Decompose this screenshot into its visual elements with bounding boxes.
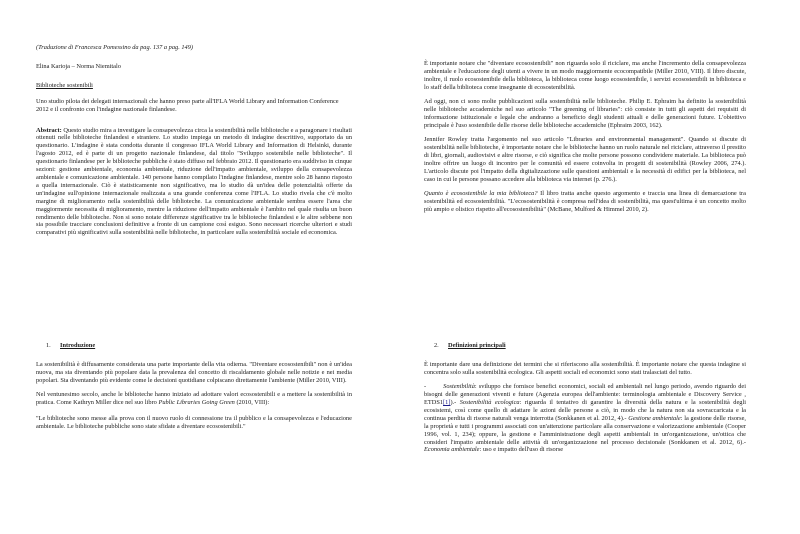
abstract-paragraph xyxy=(36,127,352,238)
def-gestione-text: : la gestione delle risorse, la proprietà e tutti i programmi associati con un'attenzione particolare alla conservazione e valorizzazione ambientale (Cooper 1996, vol. 1, 234); oppure, la gestione e l'amministrazione degli aspetti ambientali in un'organizzazione, un'ottica che consideri l'impatto ambientale delle attività di un'organizzazione nel processo decisionale (Sonkkanen et al. 2012, 6).- xyxy=(424,414,746,446)
section-introduction xyxy=(36,342,352,437)
def-sostenibilita-term: Sostenibilità xyxy=(443,383,475,391)
def-ecologica-term: Sostenibilità ecologica xyxy=(459,399,520,407)
right-paragraph-4 xyxy=(424,190,746,214)
definitions-block: - Sostenibilità: sviluppo che fornisce benefici economici, sociali ed ambientali nel lungo periodo, avendo riguardo dei bisogni delle generazioni viventi e future (Agenzia europea dell'ambiente: terminologia ambientale e Discovery Service , ETDS1[1]).- Sostenibilità ecologica: riguarda il tentativo di garantire la diversità della natura e la sostenibilità degli ecosistemi, così come quello di adattare le azioni delle persone a ciò, in modo che la natura non sia sovraccaricata e la continua perdita di risorse naturali venga interrotta (Sonkkanen et al. 2012, 4).- Gestione ambientale: la gestione delle risorse, la proprietà e tutti i programmi associati con un'attenzione particolare alla conservazione e valorizzazione ambientale (Cooper 1996, vol. 1, 234); oppure, la gestione e l'amministrazione degli aspetti ambientali in un'organizzazione, un'ottica che consideri l'impatto ambientale delle attività di un'organizzazione nel processo decisionale (Sonkkanen et al. 2012, 6).- Economia ambientale: uso e impatto dell'uso di risorse xyxy=(424,383,746,454)
top-left-column xyxy=(36,44,352,244)
translation-note: (Traduzione di Francesca Pomessino da pag. 137 a pag. 149) xyxy=(36,44,193,51)
def-economia-term: Economia ambientale xyxy=(424,446,480,454)
footnote-link[interactable]: [1] xyxy=(443,399,451,407)
def-sostenibilita-end: ).- xyxy=(450,399,460,407)
book-title: Public Libraries Going Green xyxy=(158,399,235,407)
section-2-paragraph-1: È importante dare una definizione dei termini che si riferiscono alla sostenibilità. È importante notare che questa indagine si concentra solo sulla sostenibilità ecologica. Gli aspetti sociali ed economici sono stati tralasciati del tutto. xyxy=(424,360,746,376)
intro-lead: Uno studio pilota dei delegati internazionali che hanno preso parte all'IFLA World Library and Information Conference 2012 e il confronto con l'indagine nazionale finlandese. xyxy=(36,97,339,113)
authors: Elina Karioja – Norma Niemitalo xyxy=(36,62,121,70)
section-1-paragraph-2-end: (2010, VIII): xyxy=(234,399,270,407)
right-paragraph-4-text: Il libro tratta anche questo argomento e traccia una linea di demarcazione tra sostenibilità ed ecosostenibilità. "L'ecosostenibilità è compresa nell'idea di sostenibilità, ma quest'ultima è un concetto molto più ampio e olistico rispetto all'ecosostenibilità" (McBane, Mulford & Himmel 2010, 2). xyxy=(424,190,746,213)
section-definitions xyxy=(424,342,746,454)
def-sostenibilita-text: : sviluppo che fornisce benefici economici, sociali ed ambientali nel lungo periodo, avendo riguardo dei bisogni delle generazioni viventi e future (Agenzia europea dell'ambiente: terminologia ambientale e Discovery Service , ETDS1 xyxy=(424,383,746,407)
section-1-paragraph-2 xyxy=(36,391,352,407)
article-title: Biblioteche sostenibili xyxy=(36,81,93,89)
section-2-number: 2. xyxy=(434,342,439,349)
section-1-paragraph-2-text: Nel ventunesimo secolo, anche le biblioteche hanno iniziato ad adottare valori ecosostenibili e a mettere la sostenibilità in pratica. Come Kathryn Miller dice nel suo libro xyxy=(36,391,352,407)
def-ecologica-text: : riguarda il tentativo di garantire la diversità della natura e la sostenibilità degli ecosistemi, così come quello di adattare le azioni delle persone a ciò, in modo che la natura non sia sovraccaricata e la continua perdita di risorse naturali venga interrotta (Sonkkanen et al. 2012, 4).- xyxy=(424,399,746,422)
section-2-title: Definizioni principali xyxy=(448,342,506,349)
right-paragraph-2: Ad oggi, non ci sono molte pubblicazioni sulla sostenibilità nelle biblioteche. Philip E. Ephraim ha definito la sostenibilità nelle biblioteche accademiche nel suo articolo "The greening of libraries": ciò consiste in tutti gli aspetti dei requisiti di informazione istituzionale e legale che andranno a beneficio degli studenti attuali e delle generazioni future. L'obiettivo principale è l'uso sostenibile delle risorse delle biblioteche accademiche (Ephraim 2003, 162). xyxy=(424,98,746,129)
section-1-number: 1. xyxy=(46,342,51,349)
section-1-quote: "Le biblioteche sono messe alla prova con il nuovo ruolo di connessione tra il pubblico e la consapevolezza e l'educazione ambientale. Le biblioteche pubbliche sono state sfidate a diventare ecosostenibili." xyxy=(36,414,352,430)
section-1-title: Introduzione xyxy=(60,342,96,349)
right-paragraph-3: Jennifer Rowley tratta l'argomento nel suo articolo "Libraries and environmental management". Quando si discute di sostenibilità nelle biblioteche, è importante notare che le biblioteche hanno un ruolo naturale nel riciclare, attraverso il prestito di libri, giornali, audiovisivi e altre risorse, e ciò significa che molte persone possono condividere materiale. La biblioteca può inoltre offrire un luogo di incontro per le comunità ed essere coinvolta in progetti di sostenibilità (Rowley 2006, 274.). L'articolo discute poi l'impatto della digitalizzazione sulle questioni ambientali e la necessità di edifici per la biblioteca, nel caso in cui le persone possano accedere alla biblioteca via internet (p. 276.). xyxy=(424,136,746,183)
right-paragraph-4-title: Quanto è ecosostenibile la mia biblioteca? xyxy=(424,190,538,198)
right-paragraph-1: È importante notare che "diventare ecosostenibili" non riguarda solo il riciclare, ma anche l'incremento della consapevolezza ambientale e l'educazione degli utenti a vivere in un modo maggiormente ecocompatibile (Miller 2010, VIII). Il libro discute, inoltre, il ruolo ecosostenibile della biblioteca, la biblioteca come luogo ecosostenibile, i servizi ecosostenibili in biblioteca e lo staff della biblioteca come insegnante di ecosostenibilità. xyxy=(424,60,746,91)
def-gestione-term: Gestione ambientale xyxy=(628,414,681,422)
section-1-paragraph-1: La sostenibilità è diffusamente considerata una parte importante della vita odierna. "Diventare ecosostenibili" non è un'idea nuova, ma sta diventando più popolare data la prevalenza del concetto di riscaldamento globale nelle notizie e nei media popolari. Sta diventando più evidente come le decisioni quotidiane colpiscano direttamente l'ambiente (Miller 2010, VIII). xyxy=(36,360,352,384)
top-right-column xyxy=(424,60,746,220)
def-economia-text: : uso e impatto dell'uso di risorse xyxy=(479,446,564,454)
abstract-label: Abstract: xyxy=(36,126,62,134)
abstract-text: Questo studio mira a investigare la consapevolezza circa la sostenibilità nelle biblioteche e a paragonare i risultati ottenuti nelle biblioteche finlandesi e straniere. Lo studio impiega un metodo di indagine descrittivo, supportato da un questionario. L'indagine è stata condotta durante il congresso IFLA World Library and Information di Helsinki, durante l'agosto 2012, ed è parte di un progetto nazionale finlandese, dal titolo "Sviluppo sostenibile nelle biblioteche". Il questionario finlandese per le biblioteche pubbliche è stato diffuso nel febbraio 2012. Il questionario era suddiviso in cinque sezioni: gestione ambientale, economia ambientale, riduzione dell'impatto ambientale, sviluppo della consapevolezza ambientale e comunicazione ambientale. 140 persone hanno compilato l'indagine finlandese, mentre solo 28 hanno risposto a quella internazionale. Ciò è statisticamente non significativo, ma lo studio dà un'idea delle potenzialità offerte da un'indagine sull'opinione internazionale realizzata a una grande conferenza come l'IFLA. Lo studio rivela che c'è molto margine di miglioramento nella sostenibilità delle biblioteche. La comunicazione ambientale sembra essere l'area che maggiormente necessita di miglioramento, mentre la riduzione dell'impatto ambientale è l'ambito nel quale risulta un buon rendimento delle biblioteche. Non si sono notate differenze significative tra le biblioteche finlandesi e le altre sebbene non sia possibile tracciare conclusioni definitive a fronte di un campione così esiguo. Sono necessari ricerche ulteriori e studi comparativi più significativi sulla sostenibilità nelle biblioteche, in particolare sulla sostenibilità sociale ed economica. xyxy=(36,126,353,237)
section-2-heading xyxy=(424,342,746,350)
section-1-heading xyxy=(36,342,352,350)
